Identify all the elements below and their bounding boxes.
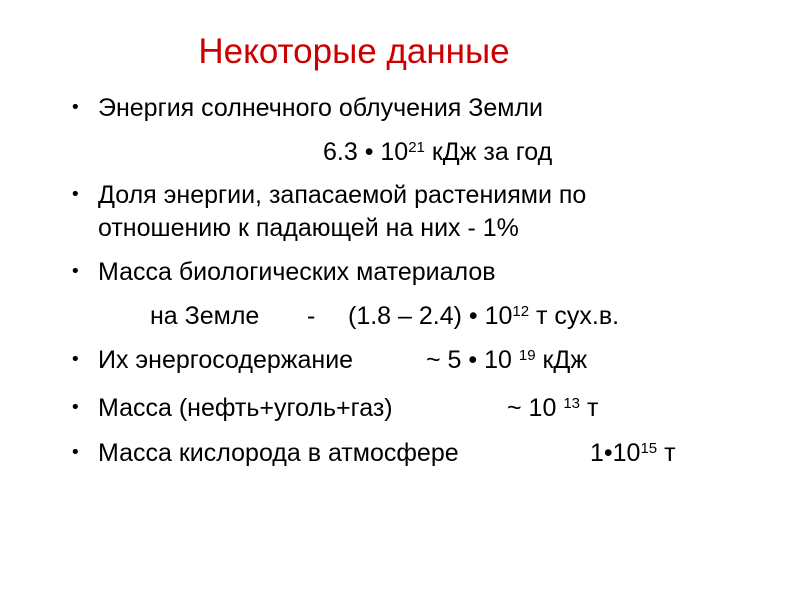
item-4-value xyxy=(426,344,587,376)
item-2-line-2: отношению к падающей на них - 1% xyxy=(98,214,519,242)
item-5-value xyxy=(507,392,598,424)
item-3-value xyxy=(348,300,619,332)
item-6-exponent: 15 xyxy=(640,439,658,457)
bullet-2: • xyxy=(70,184,81,205)
item-6-label: Масса кислорода в атмосфере xyxy=(98,439,459,467)
item-1-line-2 xyxy=(323,136,552,168)
item-3-location: на Земле xyxy=(150,302,260,330)
item-4-label: Их энергосодержание xyxy=(98,346,354,374)
item-1-line-1: Энергия солнечного облучения Земли xyxy=(98,94,544,122)
item-3-exponent: 12 xyxy=(512,302,530,320)
item-2-line-1: Доля энергии, запасаемой растениями по xyxy=(98,181,587,209)
item-3-range: (1.8 – 2.4) • 10 xyxy=(348,302,513,330)
item-5-unit: т xyxy=(580,394,599,422)
item-6-value-base: 1•10 xyxy=(590,439,641,467)
bullet-3: • xyxy=(70,261,81,282)
item-3-dash: - xyxy=(307,302,316,330)
item-1-value: 6.3 • 10 xyxy=(323,138,409,166)
bullet-4: • xyxy=(70,349,81,370)
item-6-unit: т xyxy=(657,439,676,467)
item-4-unit: кДж xyxy=(535,346,588,374)
item-5-value-base: ~ 10 xyxy=(507,394,564,422)
bullet-5: • xyxy=(70,397,81,418)
item-5-label: Масса (нефть+уголь+газ) xyxy=(98,394,393,422)
slide-title: Некоторые данные xyxy=(198,32,510,71)
item-4-exponent: 19 xyxy=(518,346,536,364)
item-1-unit: кДж за год xyxy=(424,138,553,166)
bullet-1: • xyxy=(70,97,81,118)
item-4-value-base: ~ 5 • 10 xyxy=(426,346,519,374)
item-1-exponent: 21 xyxy=(408,138,425,156)
item-6-value xyxy=(590,437,676,469)
item-5-exponent: 13 xyxy=(563,394,580,412)
item-3-line-1: Масса биологических материалов xyxy=(98,258,496,286)
bullet-6: • xyxy=(70,442,81,463)
item-3-unit: т сух.в. xyxy=(529,302,620,330)
